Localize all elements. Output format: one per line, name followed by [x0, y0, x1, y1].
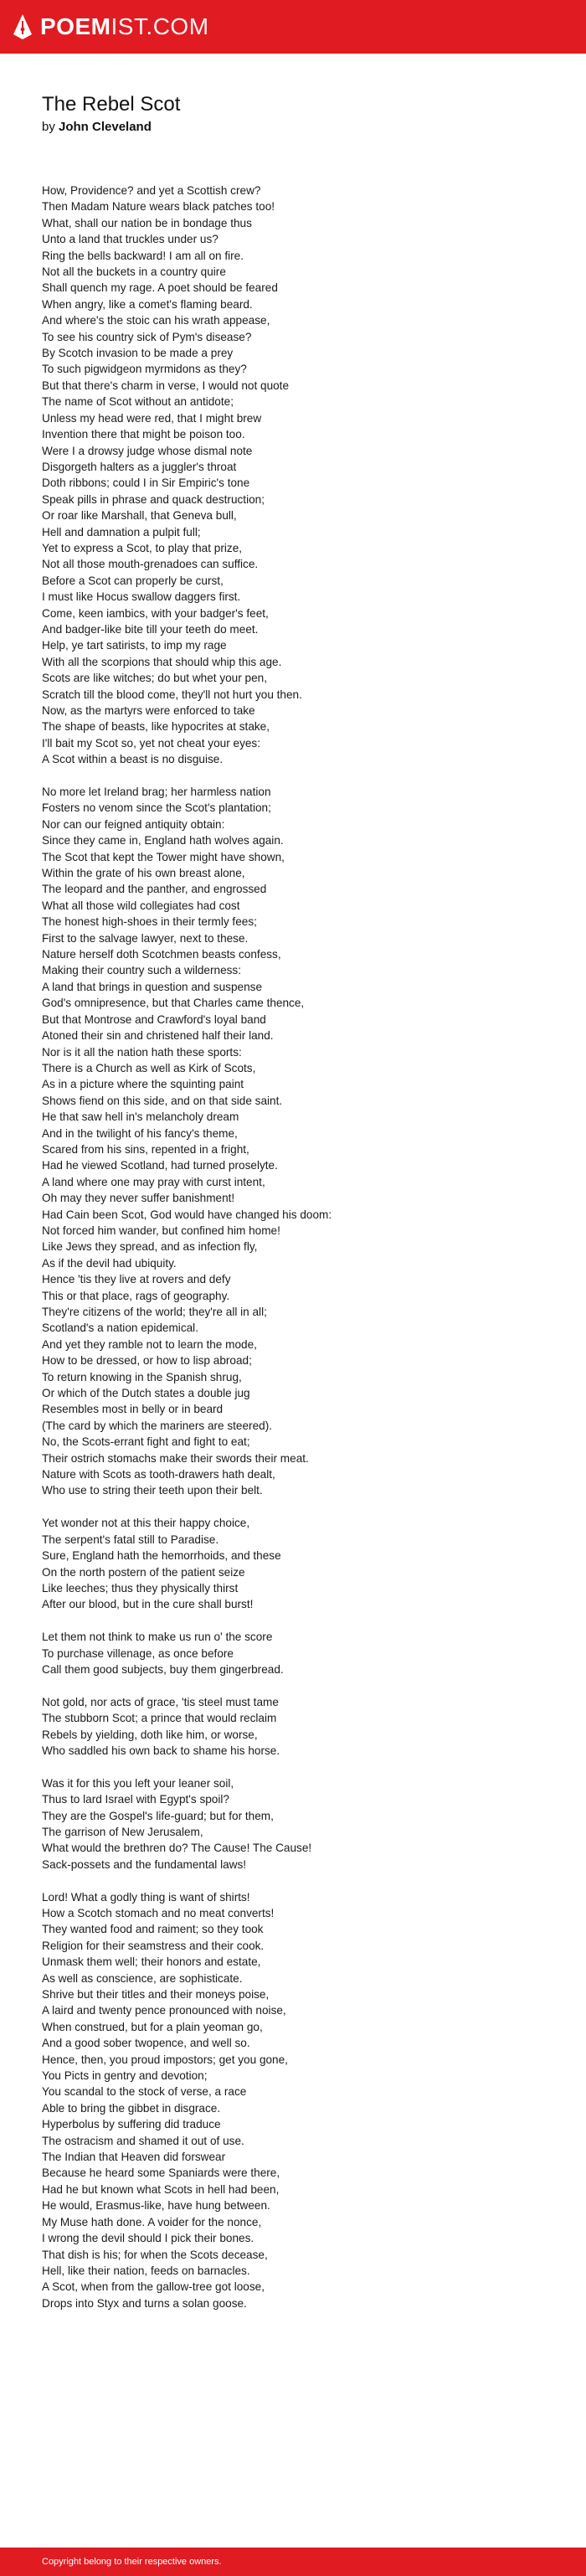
poem-line: But that Montrose and Crawford's loyal band	[42, 1012, 266, 1026]
poem-line: Fosters no venom since the Scot's plantation;	[42, 801, 271, 815]
poem-line: The honest high-shoes in their termly fees;	[42, 915, 257, 929]
poem-line: Hell, like their nation, feeds on barnacles.	[42, 2264, 250, 2277]
poem-line: The garrison of New Jerusalem,	[42, 1825, 203, 1838]
byline-prefix: by	[42, 120, 55, 134]
poem-stanza	[42, 1694, 544, 1759]
poem-line: Scots are like witches; do but whet your pen,	[42, 672, 267, 685]
poem-line: They are the Gospel's life-guard; but for them,	[42, 1809, 274, 1822]
poem-body	[42, 183, 544, 2311]
poem-line: Not forced him wander, but confined him home!	[42, 1224, 280, 1237]
poem-line: The ostracism and shamed it out of use.	[42, 2134, 244, 2147]
poem-line: Oh may they never suffer banishment!	[42, 1192, 235, 1205]
poem-line: Yet to express a Scot, to play that prize,	[42, 541, 243, 554]
poem-line: There is a Church as well as Kirk of Scots,	[42, 1061, 256, 1074]
poem-line: Shall quench my rage. A poet should be feared	[42, 281, 278, 295]
poem-line: Then Madam Nature wears black patches too!	[42, 200, 275, 214]
poem-line: Atoned their sin and christened half their land.	[42, 1029, 274, 1043]
poem-line: I wrong the devil should I pick their bones.	[42, 2232, 254, 2245]
poem-line: No more let Ireland brag; her harmless nation	[42, 786, 271, 799]
site-footer	[0, 2548, 586, 2576]
poem-stanza	[42, 784, 544, 1499]
poem-line: My Muse hath done. A voider for the nonce,	[42, 2215, 262, 2228]
poem-line: And a good sober twopence, and well so.	[42, 2037, 250, 2050]
poem-line: Call them good subjects, buy them gingerbread.	[42, 1662, 284, 1676]
poem-line: The stubborn Scot; a prince that would reclaim	[42, 1712, 277, 1725]
poem-line: Not gold, nor acts of grace, 'tis steel must tame	[42, 1695, 279, 1708]
poem-line: Or which of the Dutch states a double jug	[42, 1387, 250, 1400]
poem-line: Now, as the martyrs were enforced to take	[42, 704, 255, 717]
poem-line: You scandal to the stock of verse, a race	[42, 2085, 247, 2099]
poem-line: Nature herself doth Scotchmen beasts confess,	[42, 948, 281, 961]
copyright-text: Copyright belong to their respective owners.	[42, 2557, 222, 2567]
poem-line: After our blood, but in the cure shall burst!	[42, 1598, 254, 1611]
poem-line: Making their country such a wilderness:	[42, 964, 241, 977]
poem-line: Rebels by yielding, doth like him, or worse,	[42, 1728, 258, 1741]
poem-line: And in the twilight of his fancy's theme,	[42, 1126, 238, 1140]
poem-line: The leopard and the panther, and engrossed	[42, 883, 267, 896]
poem-line: As in a picture where the squinting paint	[42, 1078, 244, 1091]
poem-line: How a Scotch stomach and no meat converts!	[42, 1906, 275, 1919]
poem-line: Not all the buckets in a country quire	[42, 265, 226, 279]
poem-stanza	[42, 1515, 544, 1612]
poem-content	[42, 92, 544, 2328]
poem-line: Before a Scot can properly be curst,	[42, 574, 224, 587]
poem-line: Unto a land that truckles under us?	[42, 233, 218, 246]
poem-line: Resembles most in belly or in beard	[42, 1403, 224, 1416]
poem-line: And badger-like bite till your teeth do meet.	[42, 622, 259, 636]
poem-line: You Picts in gentry and devotion;	[42, 2069, 208, 2083]
poem-line: A laird and twenty pence pronounced with noise,	[42, 2004, 286, 2017]
quill-pen-icon[interactable]	[12, 13, 33, 41]
poem-line: Had he but known what Scots in hell had been,	[42, 2182, 280, 2196]
poem-line: When angry, like a comet's flaming beard.	[42, 297, 253, 311]
poem-line: Speak pills in phrase and quack destruction;	[42, 492, 265, 506]
poem-line: A Scot within a beast is no disguise.	[42, 753, 224, 766]
poem-line: Ring the bells backward! I am all on fire.	[42, 249, 244, 262]
poem-line: Drops into Styx and turns a solan goose.	[42, 2296, 247, 2310]
poem-line: With all the scorpions that should whip this age.	[42, 655, 282, 668]
poem-line: Unmask them well; their honors and estate,	[42, 1955, 261, 1969]
poem-line: To purchase villenage, as once before	[42, 1646, 234, 1660]
poem-line: The Scot that kept the Tower might have shown,	[42, 850, 285, 863]
poem-line: But that there's charm in verse, I would not quote	[42, 379, 290, 392]
poem-line: Sure, England hath the hemorrhoids, and these	[42, 1549, 281, 1563]
poem-line: How to be dressed, or how to lisp abroad;	[42, 1354, 252, 1368]
site-logo-link[interactable]	[40, 15, 209, 39]
poem-line: Had he viewed Scotland, had turned proselyte.	[42, 1159, 278, 1172]
poem-line: Lord! What a godly thing is want of shirts!	[42, 1890, 250, 1904]
poem-line: Or roar like Marshall, that Geneva bull,	[42, 509, 237, 523]
poem-line: Were I a drowsy judge whose dismal note	[42, 444, 253, 457]
poem-byline	[42, 119, 544, 136]
site-header	[0, 0, 586, 54]
poem-line: (The card by which the mariners are steered).	[42, 1419, 273, 1432]
poem-line: And where's the stoic can his wrath appease,	[42, 314, 270, 327]
poem-stanza	[42, 183, 544, 768]
poem-stanza	[42, 1775, 544, 1873]
logo-text-bold: POEM	[40, 13, 111, 39]
poem-line: Had Cain been Scot, God would have changed his doom:	[42, 1208, 332, 1221]
poem-line: On the north postern of the patient seize	[42, 1565, 245, 1579]
poem-line: Help, ye tart satirists, to imp my rage	[42, 639, 227, 652]
poem-line: Thus to lard Israel with Egypt's spoil?	[42, 1793, 229, 1806]
poem-line: And yet they ramble not to learn the mode,	[42, 1337, 257, 1351]
poem-line: They're citizens of the world; they're all in all;	[42, 1306, 267, 1319]
poem-line: Religion for their seamstress and their cook.	[42, 1939, 265, 1952]
poem-line: Scared from his sins, repented in a fright,	[42, 1142, 249, 1156]
poem-line: How, Providence? and yet a Scottish crew?	[42, 184, 261, 197]
poem-line: What, shall our nation be in bondage thus	[42, 216, 252, 229]
poem-line: Shrive but their titles and their moneys poise,	[42, 1988, 270, 2001]
poem-line: No, the Scots-errant fight and fight to eat;	[42, 1435, 250, 1449]
poem-line: A land where one may pray with curst intent,	[42, 1175, 265, 1188]
poem-line: I must like Hocus swallow daggers first.	[42, 590, 241, 604]
poem-line: What would the brethren do? The Cause! The Cause!	[42, 1842, 312, 1855]
poem-line: As well as conscience, are sophisticate.	[42, 1971, 243, 1985]
poem-line: Was it for this you left your leaner soil,	[42, 1776, 234, 1790]
poem-line: A land that brings in question and suspense	[42, 980, 263, 993]
poem-line: The serpent's fatal still to Paradise.	[42, 1533, 219, 1546]
poem-line: Their ostrich stomachs make their swords their meat.	[42, 1451, 309, 1465]
poem-line: To see his country sick of Pym's disease?	[42, 330, 252, 343]
poem-line: Hyperbolus by suffering did traduce	[42, 2118, 221, 2131]
poem-line: Able to bring the gibbet in disgrace.	[42, 2101, 221, 2115]
poem-line: Scratch till the blood come, they'll not hurt you then.	[42, 688, 302, 701]
poem-line: Since they came in, England hath wolves again.	[42, 834, 284, 848]
poem-line: Hence, then, you proud impostors; get you gone,	[42, 2053, 288, 2066]
poem-line: Like Jews they spread, and as infection fly,	[42, 1240, 258, 1254]
poem-line: This or that place, rags of geography.	[42, 1289, 230, 1302]
poem-line: By Scotch invasion to be made a prey	[42, 347, 234, 360]
poem-line: Who use to string their teeth upon their belt.	[42, 1484, 263, 1497]
poem-line: Yet wonder not at this their happy choice,	[42, 1517, 250, 1530]
poem-line: Nor is it all the nation hath these sports:	[42, 1045, 242, 1059]
poem-line: Not all those mouth-grenadoes can suffice.	[42, 558, 259, 571]
poem-line: I'll bait my Scot so, yet not cheat your eyes:	[42, 736, 260, 750]
author-link[interactable]: John Cleveland	[59, 120, 152, 134]
poem-line: Nature with Scots as tooth-drawers hath dealt,	[42, 1468, 275, 1481]
poem-line: Hell and damnation a pulpit full;	[42, 525, 201, 538]
poem-line: That dish is his; for when the Scots decease,	[42, 2248, 268, 2261]
poem-line: What all those wild collegiates had cost	[42, 899, 240, 912]
poem-line: Shows fiend on this side, and on that side saint.	[42, 1094, 283, 1107]
poem-line: He would, Erasmus-like, have hung between.	[42, 2199, 270, 2213]
poem-line: God's omnipresence, but that Charles came thence,	[42, 997, 305, 1010]
poem-line: They wanted food and raiment; so they took	[42, 1923, 264, 1936]
poem-line: The shape of beasts, like hypocrites at stake,	[42, 720, 270, 734]
poem-line: First to the salvage lawyer, next to these.	[42, 931, 249, 945]
poem-line: Come, keen iambics, with your badger's feet,	[42, 606, 269, 620]
poem-line: The name of Scot without an antidote;	[42, 395, 234, 409]
poem-line: Within the grate of his own breast alone,	[42, 867, 245, 880]
poem-line: To such pigwidgeon myrmidons as they?	[42, 363, 247, 376]
poem-stanza	[42, 1889, 544, 2312]
poem-line: Sack-possets and the fundamental laws!	[42, 1857, 247, 1871]
poem-line: A Scot, when from the gallow-tree got loose,	[42, 2280, 265, 2294]
poem-line: When construed, but for a plain yeoman go,	[42, 2020, 263, 2033]
poem-line: Unless my head were red, that I might brew	[42, 411, 262, 425]
poem-stanza	[42, 1629, 544, 1677]
poem-line: Invention there that might be poison too.	[42, 428, 245, 441]
poem-line: Hence 'tis they live at rovers and defy	[42, 1273, 231, 1286]
poem-title: The Rebel Scot	[42, 93, 181, 116]
poem-line: Because he heard some Spaniards were there,	[42, 2166, 280, 2180]
poem-line: Disgorgeth halters as a juggler's throat	[42, 460, 237, 473]
poem-line: Let them not think to make us run o' the score	[42, 1631, 273, 1644]
poem-line: Scotland's a nation epidemical.	[42, 1321, 198, 1335]
poem-line: Who saddled his own back to shame his horse.	[42, 1744, 280, 1757]
poem-line: As if the devil had ubiquity.	[42, 1256, 177, 1270]
logo-text-light: IST.COM	[111, 13, 209, 39]
poem-line: He that saw hell in's melancholy dream	[42, 1110, 239, 1124]
poem-line: The Indian that Heaven did forswear	[42, 2151, 226, 2164]
poem-line: Doth ribbons; could I in Sir Empiric's tone	[42, 477, 250, 490]
poem-line: To return knowing in the Spanish shrug,	[42, 1370, 242, 1383]
poem-line: Like leeches; thus they physically thirst	[42, 1581, 239, 1595]
poem-line: Nor can our feigned antiquity obtain:	[42, 817, 225, 831]
